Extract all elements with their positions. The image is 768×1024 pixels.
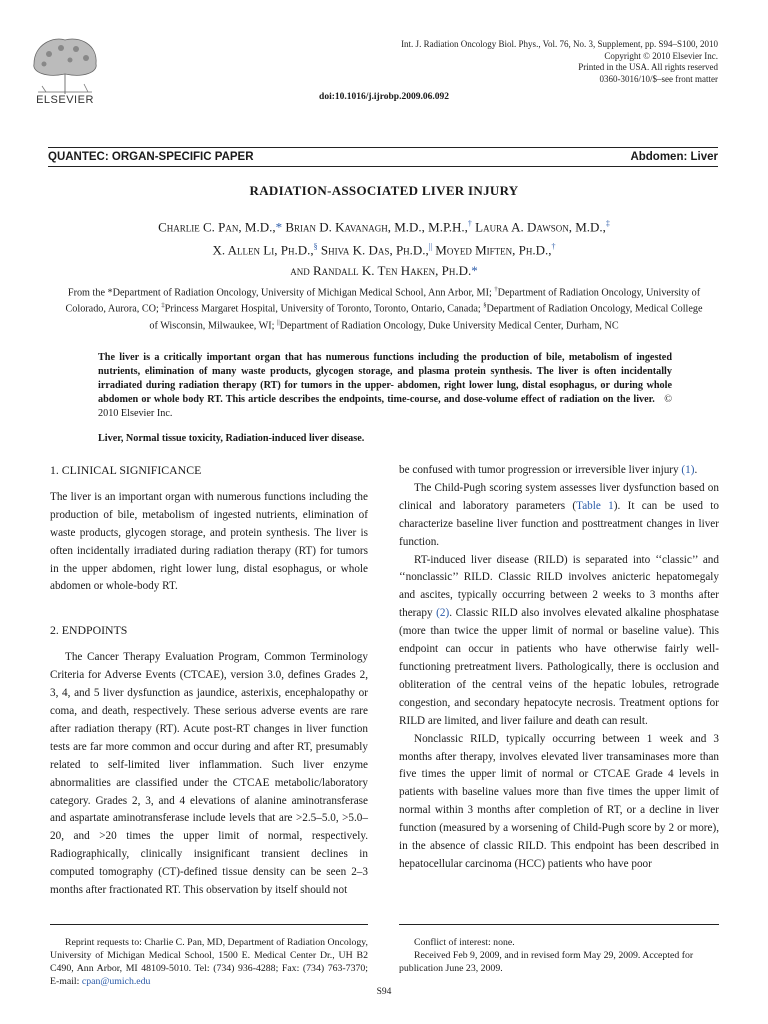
paragraph: The liver is an important organ with numerous functions including the production of bile, metabolism of ingested nutrients, elimination of waste products, glycogen storage, and protein synthesis. The liver is often incidentally irradiated during radiation therapy (RT) for tumors in the upper abdomen, right lower lung, distal esophagus, or whole abdomen or whole-body RT. [50, 490, 368, 593]
email-link[interactable]: cpan@umich.edu [81, 976, 151, 987]
affil-mark[interactable]: || [428, 242, 433, 252]
affil-mark[interactable]: † [551, 242, 556, 252]
citation-line: Printed in the USA. All rights reserved [578, 62, 718, 72]
footnote-rule [50, 924, 368, 925]
affiliations: From the *Department of Radiation Oncology, University of Michigan Medical School, Ann Arbor, MI; †Department of Radiation Oncology, University of Colorado, Aurora, CO; ‡Princess Margaret Hospital, University of Toronto, Toronto, Ontario, Canada; §Department of Radiation Oncology, Medical College of Wisconsin, Milwaukee, WI; ||Department of Radiation Oncology, Duke University Medical Center, Durham, NC [65, 286, 703, 332]
header-rule [48, 147, 718, 148]
left-column [50, 462, 368, 900]
article-title: RADIATION-ASSOCIATED LIVER INJURY [249, 183, 519, 198]
author: Moyed Miften, Ph.D., [435, 242, 552, 258]
author: Shiva K. Das, Ph.D., [320, 242, 429, 258]
author-list [60, 214, 708, 281]
author: Charlie C. Pan, M.D., [158, 219, 276, 235]
citation-line: Copyright © 2010 Elsevier Inc. [604, 50, 718, 61]
affil-mark[interactable]: * [471, 262, 478, 278]
header-rule [48, 166, 718, 167]
affil-mark[interactable]: † [467, 219, 472, 228]
paragraph: be confused with tumor progression or irreversible liver injury (1). [399, 464, 698, 476]
reference-link[interactable]: (2) [436, 607, 450, 620]
reference-link[interactable]: (1) [681, 464, 695, 476]
section-heading: 2. ENDPOINTS [50, 623, 128, 638]
affil-mark[interactable]: § [313, 242, 318, 252]
citation-line: Int. J. Radiation Oncology Biol. Phys., Vol. 76, No. 3, Supplement, pp. S94–S100, 2010 [401, 39, 718, 49]
table-link[interactable]: Table 1 [576, 499, 614, 512]
paragraph: Nonclassic RILD, typically occurring between 1 week and 3 months after therapy, involves elevated liver transaminases more than five times the upper limit of normal or CTCAE Grade 4 levels in patients with baseline values more than five times the upper limit of normal within 3 months after completion of RT, or a decline in liver function (measured by a worsening of Child-Pugh score by 2 or more), in the absence of classic RILD. This endpoint has been described in hepatocellular carcinoma (HCC) patients who have poor [399, 732, 719, 870]
keywords: Liver, Normal tissue toxicity, Radiation-induced liver disease. [98, 433, 365, 444]
author: X. Allen Li, Ph.D., [212, 242, 314, 258]
affil-mark[interactable]: ‡ [605, 219, 610, 228]
footnote-rule [399, 924, 719, 925]
section-label: QUANTEC: ORGAN-SPECIFIC PAPER [48, 151, 254, 163]
paragraph: RT-induced liver disease (RILD) is separated into ‘‘classic’’ and ‘‘nonclassic’’ RILD. Classic RILD involves anicteric hepatomegaly and ascites, typically occurring between 2 weeks to 3 months after therapy (2). Classic RILD also involves elevated alkaline phosphatase (more than twice the upper limit of normal or baseline value). This endpoint can occur in patients who have otherwise fairly well-functioning pretreatment livers. Pathologically, there is occlusion and obliteration of the central veins of the hepatic lobules, retrograde congestion, and secondary hepatocyte necrosis. Treatment options for RILD are limited, and liver failure and death can result. [399, 553, 720, 727]
conflict-footnote: Conflict of interest: none. Received Feb 9, 2009, and in revised form May 29, 2009. Accepted for publication June 23, 2009. [399, 937, 694, 974]
section-topic: Abdomen: Liver [630, 151, 718, 163]
doi: doi:10.1016/j.ijrobp.2009.06.092 [319, 92, 449, 102]
abstract-copyright: © 2010 Elsevier Inc. [98, 394, 672, 419]
publisher-name: ELSEVIER [36, 94, 94, 106]
section-heading: 1. CLINICAL SIGNIFICANCE [50, 463, 202, 477]
right-column [399, 462, 719, 874]
page-number: S94 [376, 987, 392, 997]
author: Brian D. Kavanagh, M.D., M.P.H., [285, 219, 468, 235]
journal-citation [401, 39, 718, 85]
paragraph: The Cancer Therapy Evaluation Program, Common Terminology Criteria for Adverse Events (CTCAE), version 3.0, defines Grades 2, 3, 4, and 5 liver dysfunction as jaundice, asterixis, encephalopathy or coma, and death, respectively. These serious adverse events are rare after radiation therapy (RT). Acute post-RT changes in liver function tests are far more common and occur during and after RT, presumably related to self-limited liver inflammation. Such liver enzyme abnormalities are classified under the CTCAE metabolic/laboratory category. Grades 2, 3, and 4 elevations of alanine aminotransferase and aspartate aminotransferase include levels that are >2.5–5.0, >5.0–20, and >20 times the upper limit of normal, respectively. Radiographically, clinically insignificant transient declines in computed tomography (CT)-defined tissue density can be seen 2–3 months after fractionated RT. This observation by itself should not [50, 651, 368, 897]
affil-mark[interactable]: * [275, 219, 283, 235]
abstract: The liver is a critically important organ that has numerous functions including the production of bile, metabolism of ingested nutrients, elimination of many waste products, glycogen storage, and plasma protein synthesis. The liver is often incidentally irradiated during radiation therapy (RT) for tumors in the upper- abdomen, right lower lung, distal esophagus, or during whole abdomen or whole body RT. This article describes the endpoints, time-course, and dose-volume effect of radiation on the liver. © 2010 Elsevier Inc. [98, 352, 672, 419]
citation-line: 0360-3016/10/$–see front matter [599, 73, 718, 84]
paragraph: The Child-Pugh scoring system assesses liver dysfunction based on clinical and laboratory parameters (Table 1). It can be used to characterize baseline liver function and posttreatment changes in liver function. [399, 481, 720, 548]
reprint-footnote: Reprint requests to: Charlie C. Pan, MD, Department of Radiation Oncology, University of Michigan Medical School, 1500 E. Medical Center Dr., UH B2 C490, Ann Arbor, MI 48109-5010. Tel: (734) 936-4288; Fax: (734) 763-7370; E-mail: cpan@umich.edu [50, 937, 368, 987]
author: Laura A. Dawson, M.D., [475, 219, 606, 235]
author: and Randall K. Ten Haken, Ph.D. [290, 262, 472, 278]
